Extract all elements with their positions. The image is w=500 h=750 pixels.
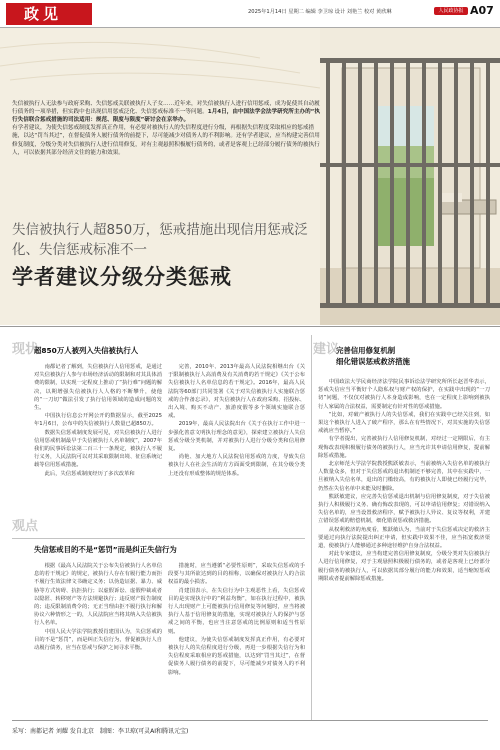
article3-p7: 对此专家建议，应当构建完善信用修复制度，分级分类对失信被执行人进行信用修复，对于主观悬照积极履行债务的，或者是客观上已经部分履行债务的被执行人，可以依据其部分履行的能力和效果，适当缩短惩戒期限或者提前解除惩戒措施。	[318, 551, 490, 582]
article2-column-1	[34, 562, 162, 717]
section-divider	[0, 326, 500, 327]
page-number: A07	[470, 4, 494, 17]
article1-c1-p3: 数据失信惩戒制度发展可见，对失信被执行人进行信用惩戒机制最早于失信被执行人名单制度”，2007年我们的民事诉讼法第二百三十一条规定，被执行人不履行义务，人民法院可以对其采取限制出境、征信系统记载等信用惩戒措施。	[34, 429, 162, 469]
lead-text-1: 失信被执行人无法参与政府采购、失信惩戒关联被执行人子女……近年来，对失信被执行人进行信用惩戒，成为促使其自动履行债务的一项举措，但实践中也出现信用惩戒泛化、失信惩戒标准不一等问题。	[12, 101, 320, 116]
tag-suggestion: 建议	[313, 342, 340, 357]
jail-cell-illustration	[320, 28, 500, 325]
article1-c2-p3: 尚艳、加大地方人民法院信用惩戒的力度，导致失信被执行人在社会生活的方方面面受到限制，在其分级分类上还没有形成整体的规范体系。	[168, 454, 305, 477]
article1-c1-p2: 中国执行信息公开网公开的数据显示，截至2025年1月6日，公布中的失信被执行人数量已超850万。	[34, 413, 162, 428]
editor-badge: 人民政协报	[434, 7, 468, 15]
article2-column-2	[168, 562, 305, 717]
article3-body	[318, 378, 490, 716]
article3-p3: 有学者提出，完善被执行人信用修复机制，对经过一定期限后，有主观悔改表现积极履行债务的被执行人，应当允许其申请信用修复，提前解除惩戒措施。	[318, 436, 490, 459]
date-editor-line: 2025年1月14日 星期二 编辑 李卫琼 设计 刘艳兰 校对 黄欣琳	[248, 9, 392, 15]
tag-status: 现状	[12, 342, 39, 357]
article3-p2: “比如，对破产被执行人的失信惩戒，我们在实践中已经关注到，如果这个被执行人进入了破产程序，那么在有些情况下，对其实施的失信惩戒就应当暂停。”	[318, 411, 490, 435]
column-separator	[311, 335, 312, 720]
lead-text-3: 有学者建议，为使失信惩戒制度发挥真正作用，有必要对被执行人的失信程度进行分级，再根据失信程度采取相应的惩戒措施，以达“罚当其过”，在督促债务人履行债务的前提下，尽可能减少对债务人的不利影响。还有学者建议，应当构建完善信用修复制度，分级分类对失信被执行人进行信用修复，对有主观悬照积极履行债务的，或者是客观上已经部分履行债务的被执行人，可以依据其部分经济文往的能力和效果。	[12, 125, 320, 156]
article3-heading: 完善信用修复机制 细化错误惩戒救济措施	[336, 346, 410, 366]
article2-c1-p1: 根据《最高人民法院关于公布失信被执行人名单信息的若干规定》的规定，被执行人存在有履行能力而拒不履行生效法律文书确定义务；以伪造证据、暴力、威胁等方式妨碍、抗拒执行；以虚假诉讼、虚假仲裁或者以隐匿、转移财产等方法规避执行；违反财产报告制度的；违反限制消费令的；无正当理由拒不履行执行和解协议六种情形之一的，人民法院应当将其纳入失信被执行人名单。	[34, 563, 162, 627]
article1-c1-p4: 此后，失信惩戒制度经历了多次改革和	[44, 470, 135, 477]
article3-p5: 熊跃敏建议，应完善失信惩戒退出机制与信用修复制度，对于失信被执行人积极履行义务、确有悔改表现的，可以申请信用修复；对错误纳入失信名单的，应当设置救济程序，赋予被执行人异议、复议等权利，并建立错误惩戒的赔偿机制，细化错误惩戒救济措施。	[318, 493, 490, 525]
footer-rule	[12, 720, 488, 721]
article3-p6: 从权利救济的角度看，熊跃敏认为，当前对于失信惩戒决定的救济主要通过向执行法院提出纠正申请，但实践中效果不佳，应当拓宽救济渠道，使被执行人能够通过多种途径维护自身合法权益。	[318, 526, 490, 550]
article1-heading: 超850万人被列入失信被执行人	[34, 346, 139, 355]
article1-c1-p1: 南都记者了解到，失信被执行人信用惩戒，是通过对失信被执行人参与市场经济活动的限制和对其具体消费的限制，以实现一定程度上推动了“执行难”问题的解决，以期增强失信被执行人人格的不断攀升，使他的“一刀切”做法引发了执行信用领域的造成问题的发生。	[34, 364, 162, 412]
lead-paragraph	[12, 100, 325, 157]
article1-column-2	[168, 363, 305, 535]
article3-p4: 北京师范大学法学院教授熊跃敏表示，当前被纳入失信名单的被执行人数量众多，但对于失信惩戒的退出机制还不够完善，其中在实践中，一旦被纳入失信名单，退出的门槛较高，有的被执行人即使已经履行完毕，仍然在失信名单中未能及时删除。	[318, 461, 490, 492]
credits-line: 采写：南都记者 刘耀 发自北京 制图：李卫琼(可灵AI和腾讯元宝)	[12, 728, 189, 735]
main-headline: 学者建议分级分类惩戒	[12, 265, 232, 289]
article1-c2-p2: 2019年，最高人民法院出台《关于在执行工作中进一步强化善意文明执行理念的意见》，探索建立被执行人失信惩戒分级分类机制，并对被执行人进行分级分类和信用修复。	[168, 421, 305, 453]
article1-column-1	[34, 363, 162, 535]
page-header	[0, 0, 500, 28]
article2-c1-p2: 中国人民大学法学院教授肖建国认为，失信惩戒的目的不是“惩罚”，而是纠正失信行为，督促被执行人自动履行债务，应当在惩戒与保护之间寻求平衡。	[34, 628, 162, 652]
article2-heading: 失信惩戒目的不是“惩罚”而是纠正失信行为	[34, 545, 177, 554]
article2-c2-p2: 肖建国表示，在失信行为中主观恶性上看，失信惩戒目的是实现执行中的“利益均衡”，如在执行过程中，被执行人出现财产上可能被执行信用修复等问题时，应当将被执行人基于信用修复的措施，实现对被执行人的保护与惩戒之间的平衡，也应当注意惩戒的比例原则和适当性原则。	[168, 587, 305, 635]
tag-opinion: 观点	[12, 519, 39, 534]
article3-p1: 中国政法大学民商经济法学院民事诉讼法学研究所所长赵晋华表示，惩戒失信应当平衡好个人隐私权与财产权的保护，在实践中出现的“一刀切”问题，不仅仅对被执行人本身造成影响，也在一定程度上影响到被执行人家属的合法权益，需要制定有针对性的惩戒措施。	[318, 379, 490, 410]
section-tag: 政见	[6, 3, 92, 25]
article-separator	[12, 538, 305, 539]
subheadline: 失信被执行人超850万，惩戒措施出现信用惩戒泛化、失信惩戒标准不一	[12, 222, 308, 258]
article1-c2-p1: 完善，2010年、2013年最高人民法院相继出台《关于限制被执行人高消费及有关消费的若干规定》《关于公布失信被执行人名单信息的若干规定》。2016年，最高人民法院等60部门共同签署《关于对失信被执行人实施联合惩戒的合作备忘录》，对失信被执行人在政府采购、招投标、出入境、购买不动产、旅游度假等多个领域实施联合惩戒。	[168, 364, 305, 420]
article2-c2-p1: 措施时，应当遵循“必要性原则”，采取失信惩戒的手段要与其所欲达到的目的相称，以确保对被执行人的合法权益的最小损害。	[168, 563, 305, 586]
article2-c2-p3: 他建议，为使失信惩戒制度发挥真正作用，有必要对被执行人的失信程度进行分级，再进一步根据失信行为和失信程度采取相应的惩戒措施，以达到“罚当其过”，在督促债务人履行债务的前提下，尽可能减少对债务人的不利影响。	[168, 636, 305, 676]
lead-text-2: 1月4日，由中国法学会法学研究所主办的“执行失信联合惩戒措施的司法适用：规范、限度与限度”研讨会在京举办。	[12, 109, 320, 124]
